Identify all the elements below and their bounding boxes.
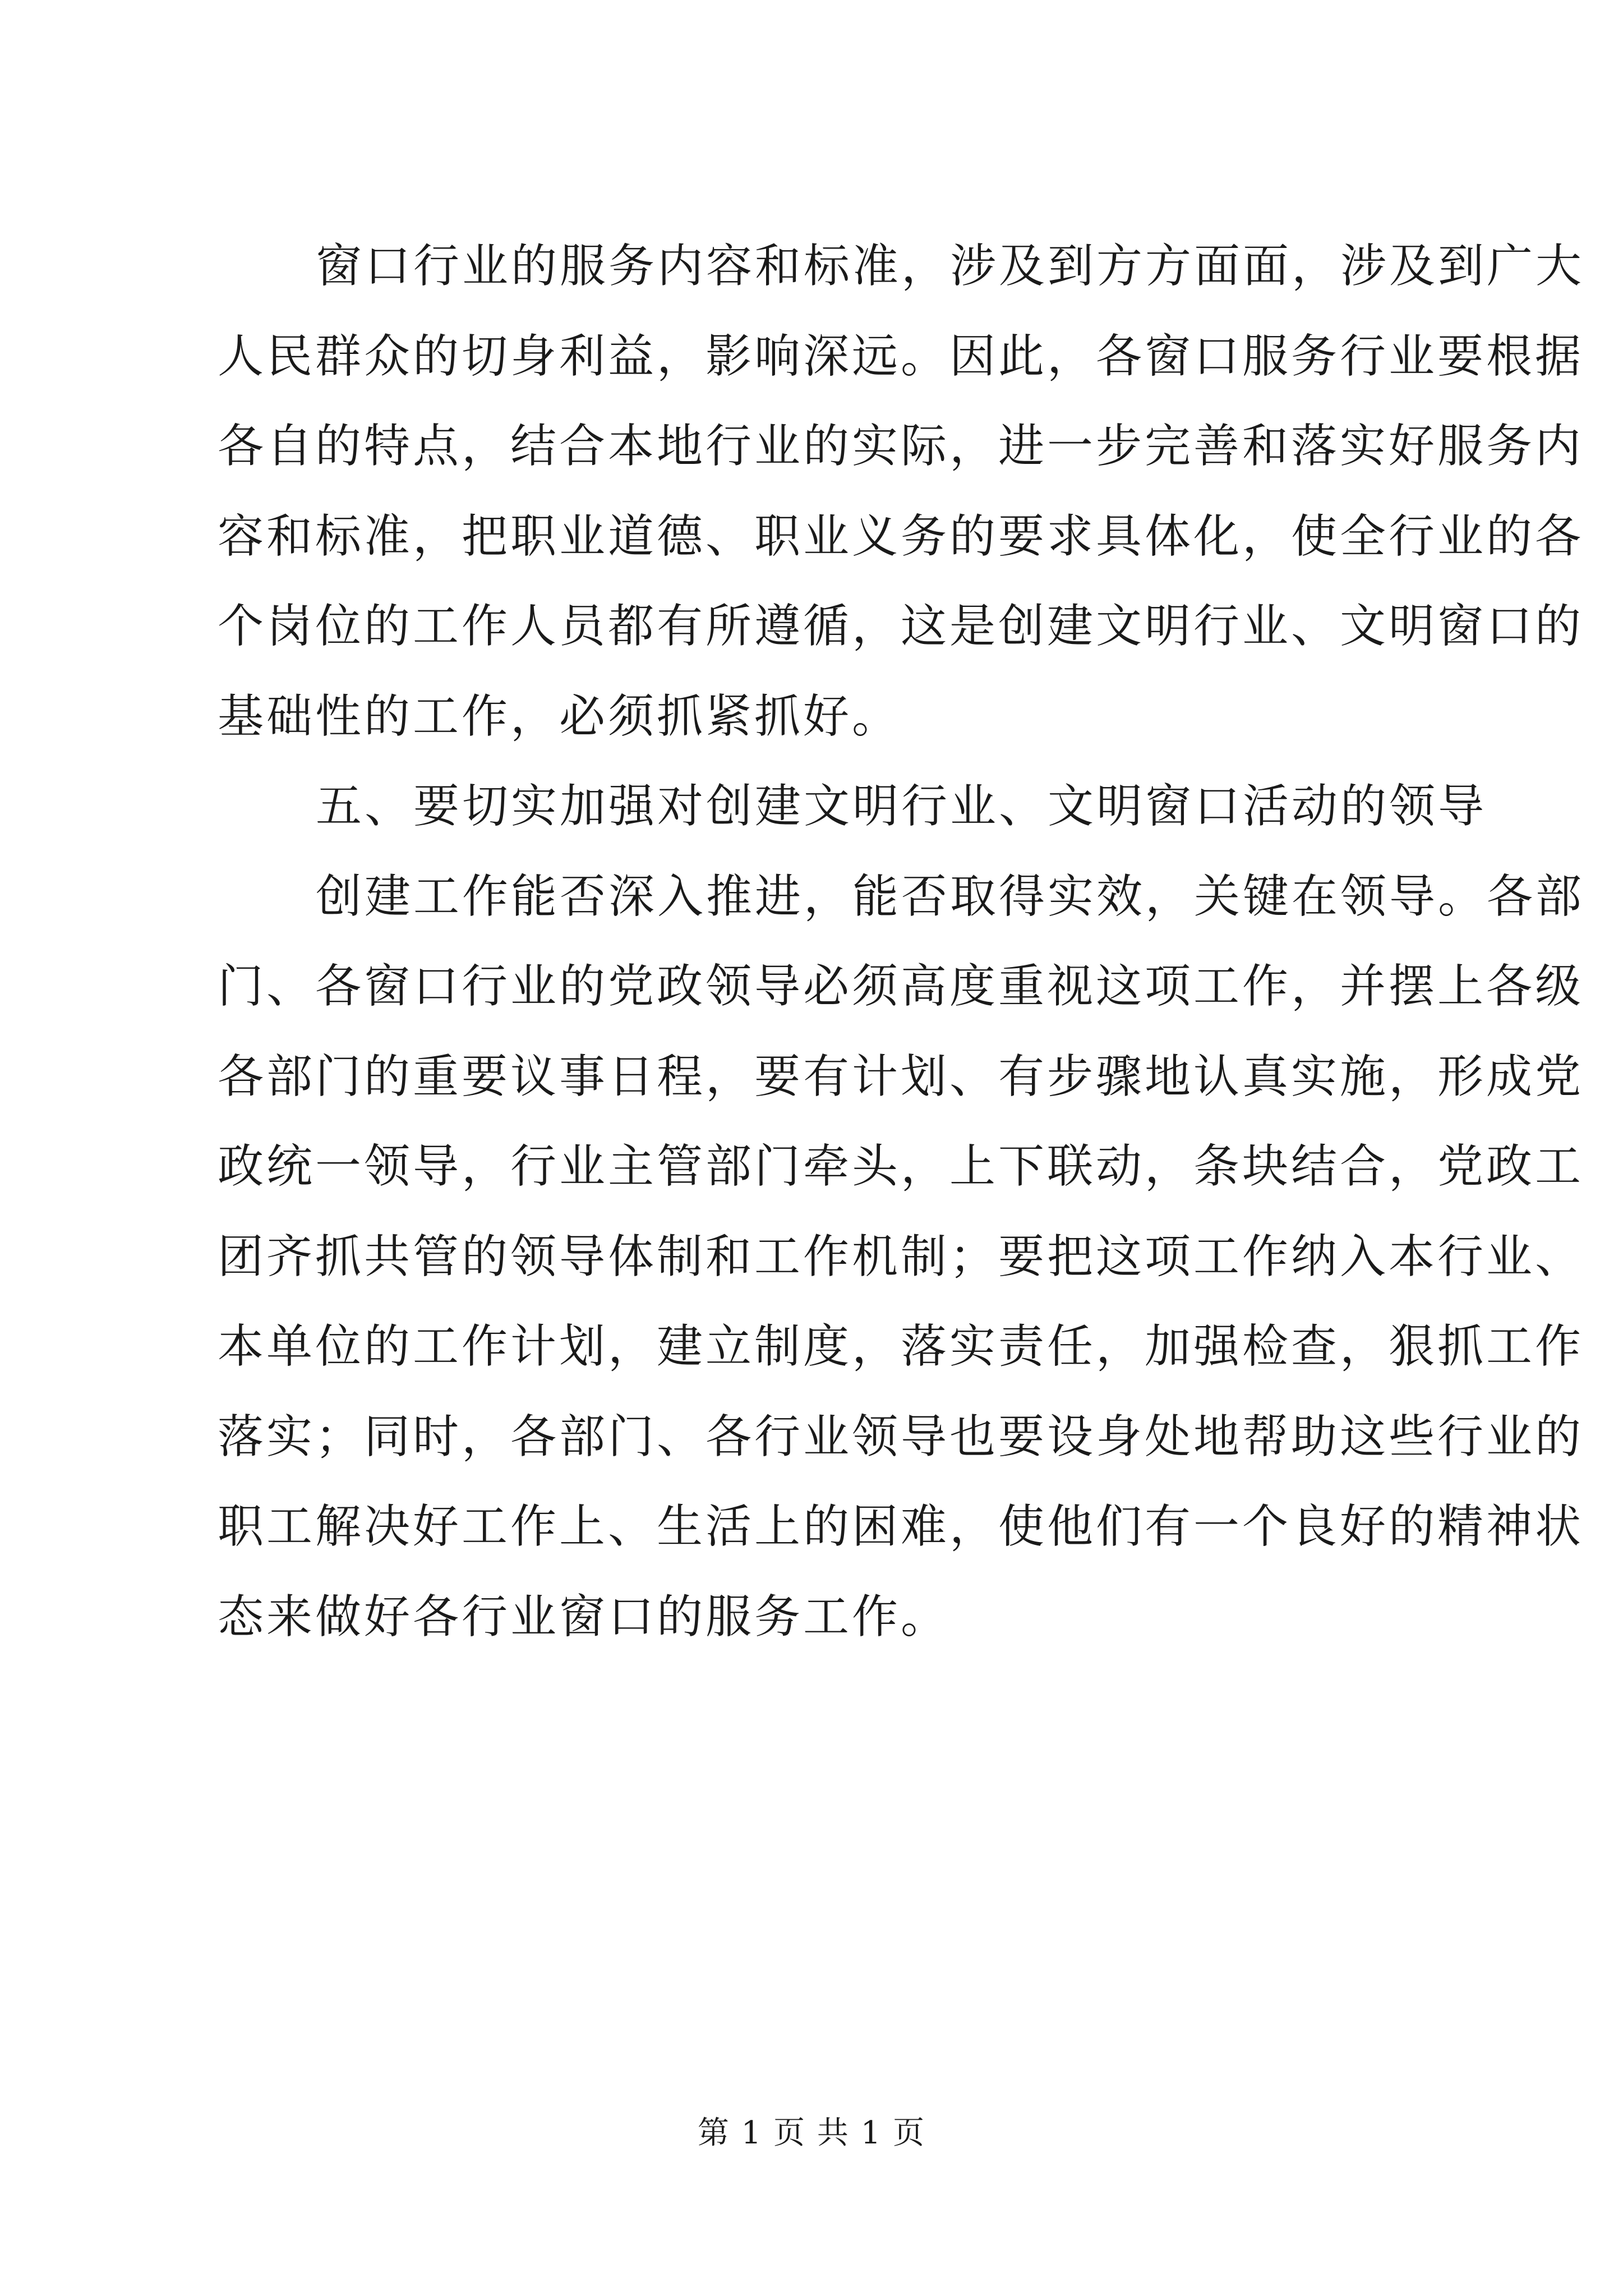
paragraph-line: 落实；同时，各部门、各行业领导也要设身处地帮助这些行业的 — [218, 1410, 1584, 1464]
paragraph-line: 创建工作能否深入推进，能否取得实效，关键在领导。各部 — [316, 869, 1585, 923]
paragraph-line: 人民群众的切身利益，影响深远。因此，各窗口服务行业要根据 — [218, 329, 1584, 383]
section-heading: 五、要切实加强对创建文明行业、文明窗口活动的领导 — [316, 780, 1487, 833]
paragraph-line: 各部门的重要议事日程，要有计划、有步骤地认真实施，形成党 — [218, 1050, 1584, 1103]
paragraph-line: 团齐抓共管的领导体制和工作机制；要把这项工作纳入本行业、 — [218, 1230, 1584, 1283]
paragraph-line: 职工解决好工作上、生活上的困难，使他们有一个良好的精神状 — [218, 1500, 1584, 1553]
paragraph-line: 各自的特点，结合本地行业的实际，进一步完善和落实好服务内 — [218, 420, 1584, 473]
paragraph-line: 基础性的工作，必须抓紧抓好。 — [218, 689, 901, 743]
paragraph-line: 本单位的工作计划，建立制度，落实责任，加强检查，狠抓工作 — [218, 1320, 1584, 1373]
paragraph-line: 个岗位的工作人员都有所遵循，这是创建文明行业、文明窗口的 — [218, 600, 1584, 653]
paragraph-line: 门、各窗口行业的党政领导必须高度重视这项工作，并摆上各级 — [218, 960, 1584, 1013]
paragraph-line: 政统一领导，行业主管部门牵头，上下联动，条块结合，党政工 — [218, 1140, 1584, 1193]
body-text — [218, 222, 1585, 1662]
paragraph-line: 窗口行业的服务内容和标准，涉及到方方面面，涉及到广大 — [316, 240, 1585, 293]
page-number-footer: 第 1 页 共 1 页 — [697, 2115, 926, 2151]
paragraph-line: 容和标准，把职业道德、职业义务的要求具体化，使全行业的各 — [218, 509, 1584, 563]
paragraph-line: 态来做好各行业窗口的服务工作。 — [218, 1590, 950, 1644]
